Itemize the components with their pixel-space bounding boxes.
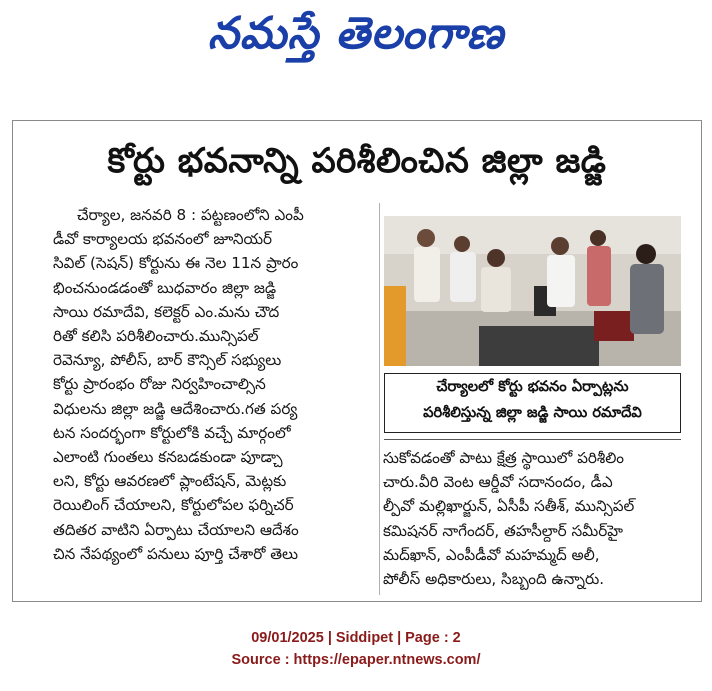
footer-edition-line: 09/01/2025 | Siddipet | Page : 2 xyxy=(251,630,461,646)
article-photo xyxy=(384,216,681,366)
article-line: చేర్యాల, జనవరి 8 : పట్టణంలోని ఎంపీ xyxy=(77,206,304,224)
article-line: విధులను జిల్లా జడ్జి ఆదేశించారు.గత పర్య xyxy=(53,399,298,418)
article-line: రితో కలిసి పరిశీలించారు.మున్సిపల్ xyxy=(53,327,259,346)
article-line: చిన నేపథ్యంలో పనులు పూర్తి చేశారో తెలు xyxy=(53,544,299,563)
article-line: చారు.వీరి వెంట ఆర్డీవో సదానందం, డీఎ xyxy=(383,473,613,492)
footer xyxy=(0,627,712,671)
article-line: తదితర వాటిని ఏర్పాటు చేయాలని ఆదేశం xyxy=(53,520,299,539)
masthead-logo: నమస్తే తెలంగాణ xyxy=(207,8,505,59)
article-line: లని, కోర్టు ఆవరణలో ప్లాంటేషన్, మెట్లకు xyxy=(53,472,287,491)
article-line: ఎలాంటి గుంతలు కనబడకుండా పూడ్చా xyxy=(53,448,283,467)
article-left-column xyxy=(53,203,375,566)
article-line: సాయి రమాదేవి, కలెక్టర్ ఎం.మను చౌద xyxy=(53,302,280,321)
masthead xyxy=(0,0,712,78)
article-right-column xyxy=(383,446,681,591)
caption-line: చేర్యాలలో కోర్టు భవనం ఏర్పాట్లను xyxy=(436,378,629,395)
article-line: టన సందర్భంగా కోర్టులోకి వచ్చే మార్గంలో xyxy=(53,423,291,442)
article-line: సుకోవడంతో పాటు క్షేత్ర స్థాయిలో పరిశీలిం xyxy=(383,449,624,467)
photo-caption xyxy=(384,373,681,433)
caption-line: పరిశీలిస్తున్న జిల్లా జడ్జి సాయి రమాదేవి xyxy=(423,404,642,421)
footer-source: Source : https://epaper.ntnews.com/ xyxy=(231,652,481,668)
article-line: రెవెన్యూ, పోలీస్, బార్ కౌన్సిల్ సభ్యులు xyxy=(53,351,282,370)
footer-date: 09/01/2025 xyxy=(251,630,324,646)
article-line: భించనుండడంతో బుధవారం జిల్లా జడ్జి xyxy=(53,278,277,297)
article-line: డీవో కార్యాలయ భవనంలో జూనియర్ xyxy=(53,230,273,249)
newspaper-clipping xyxy=(12,120,702,602)
article-line: కమిషనర్ నాగేందర్, తహసీల్దార్ సమీర్‌హై xyxy=(383,521,623,540)
footer-page: Page : 2 xyxy=(405,630,461,646)
article-line: మద్‌ఖాన్, ఎంపీడీవో మహమ్మద్ అలీ, xyxy=(383,545,600,564)
article-line: కోర్టు ప్రారంభం రోజు నిర్వహించాల్సిన xyxy=(53,375,266,394)
article-line: రెయిలింగ్ చేయాలని, కోర్టులోపల ఫర్నిచర్ xyxy=(53,496,294,515)
article-line: పోలీస్ అధికారులు, సిబ్బంది ఉన్నారు. xyxy=(383,570,605,589)
article-line: సివిల్ (సెషన్) కోర్టును ఈ నెల 11న ప్రారం xyxy=(53,254,299,273)
column-divider xyxy=(379,203,380,595)
article-line: ల్పీవో మల్లిఖార్జున్, ఏసీపీ సతీశ్, మున్సిపల్ xyxy=(383,497,635,516)
article-headline: కోర్టు భవనాన్ని పరిశీలించిన జిల్లా జడ్జి xyxy=(107,141,607,181)
caption-divider xyxy=(384,439,681,440)
footer-edition: Siddipet xyxy=(335,630,394,646)
